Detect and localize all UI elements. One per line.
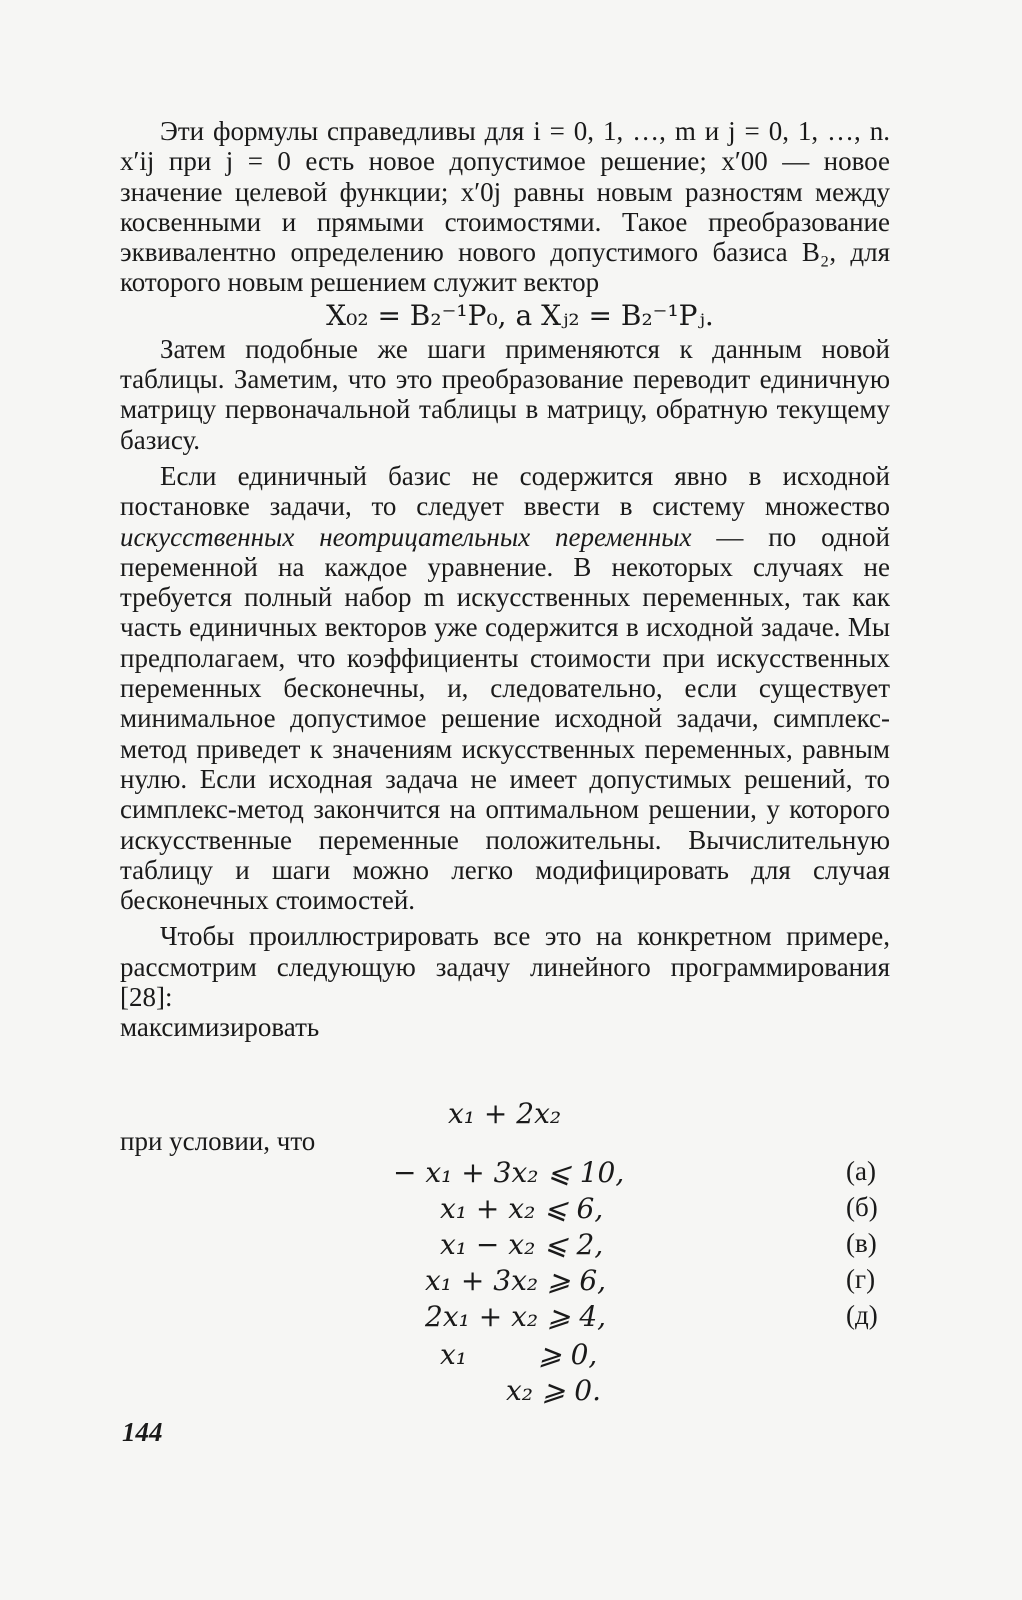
constraint-b (0, 1192, 1022, 1232)
constraint-expression: − x₁ + 3x₂ ⩽ 10, (393, 1156, 625, 1189)
paragraph-artificial-variables (120, 461, 890, 915)
page-number: 144 (122, 1417, 163, 1447)
constraint-expression: x₁ ⩾ 0, (440, 1338, 598, 1371)
constraint-c (0, 1228, 1022, 1268)
constraint-expression: 2x₁ + x₂ ⩾ 4, (425, 1300, 607, 1333)
paragraph-example-intro: Чтобы проиллюстрировать все это на конкретном примере, рассмотрим следующую задачу линейного программирования [28]: (120, 921, 890, 1013)
constraint-a (0, 1156, 1022, 1196)
constraint-label: (в) (846, 1228, 877, 1258)
emphasis-artificial-variables: искусственных неотрицательных переменных (120, 521, 692, 552)
objective-function: x₁ + 2x₂ (448, 1097, 562, 1130)
constraint-label: (д) (846, 1300, 878, 1330)
constraint-label: (б) (846, 1192, 878, 1222)
text-block (120, 116, 890, 1043)
constraint-expression: x₁ + 3x₂ ⩾ 6, (425, 1264, 607, 1297)
constraint-x2-nonneg (0, 1374, 1022, 1414)
constraint-e (0, 1300, 1022, 1340)
constraint-d (0, 1264, 1022, 1304)
constraint-expression: x₁ − x₂ ⩽ 2, (440, 1228, 604, 1261)
paragraph-formulas: Эти формулы справедливы для i = 0, 1, …, m и j = 0, 1, …, n. x′ij при j = 0 есть новое допустимое решение; x′00 — новое значение целевой функции; x′0j равны новым разностям между косвенными и прямыми стоимостями. Такое преобразование эквивалентно определению нового допустимого базиса B₂, для которого новым решением служит вектор (120, 116, 890, 298)
constraint-expression: x₂ ⩾ 0. (506, 1374, 601, 1407)
paragraph-artificial-start: Если единичный базис не содержится явно в исходной постановке задачи, то следует ввести в систему множество (120, 460, 890, 522)
constraint-label: (а) (846, 1156, 876, 1186)
constraint-expression: x₁ + x₂ ⩽ 6, (440, 1192, 604, 1225)
maximize-label: максимизировать (120, 1012, 320, 1043)
constraint-x1-nonneg (0, 1338, 1022, 1378)
condition-label: при условии, что (120, 1126, 316, 1156)
paragraph-artificial-end: — по одной переменной на каждое уравнение. В некоторых случаях не требуется полный набор m искусственных переменных, так как часть единичных векторов уже содержится в исходной задаче. Мы предполагаем, что коэффициенты стоимости при искусственных переменных бесконечны, и, следовательно, если существует минимальное допустимое решение исходной задачи, симплекс-метод приведет к значениям искусственных переменных, равным нулю. Если исходная задача не имеет допустимых решений, то симплекс-метод закончится на оптимальном решении, у которого искусственные переменные положительны. Вычислительную таблицу и шаги можно легко модифицировать для случая бесконечных стоимостей. (120, 521, 890, 916)
constraint-label: (г) (846, 1264, 876, 1294)
vector-formula: X₀₂ = B₂⁻¹P₀, а Xⱼ₂ = B₂⁻¹Pⱼ. (326, 298, 714, 332)
paragraph-next-steps: Затем подобные же шаги применяются к данным новой таблицы. Заметим, что это преобразование переводит единичную матрицу первоначальной таблицы в матрицу, обратную текущему базису. (120, 333, 890, 455)
